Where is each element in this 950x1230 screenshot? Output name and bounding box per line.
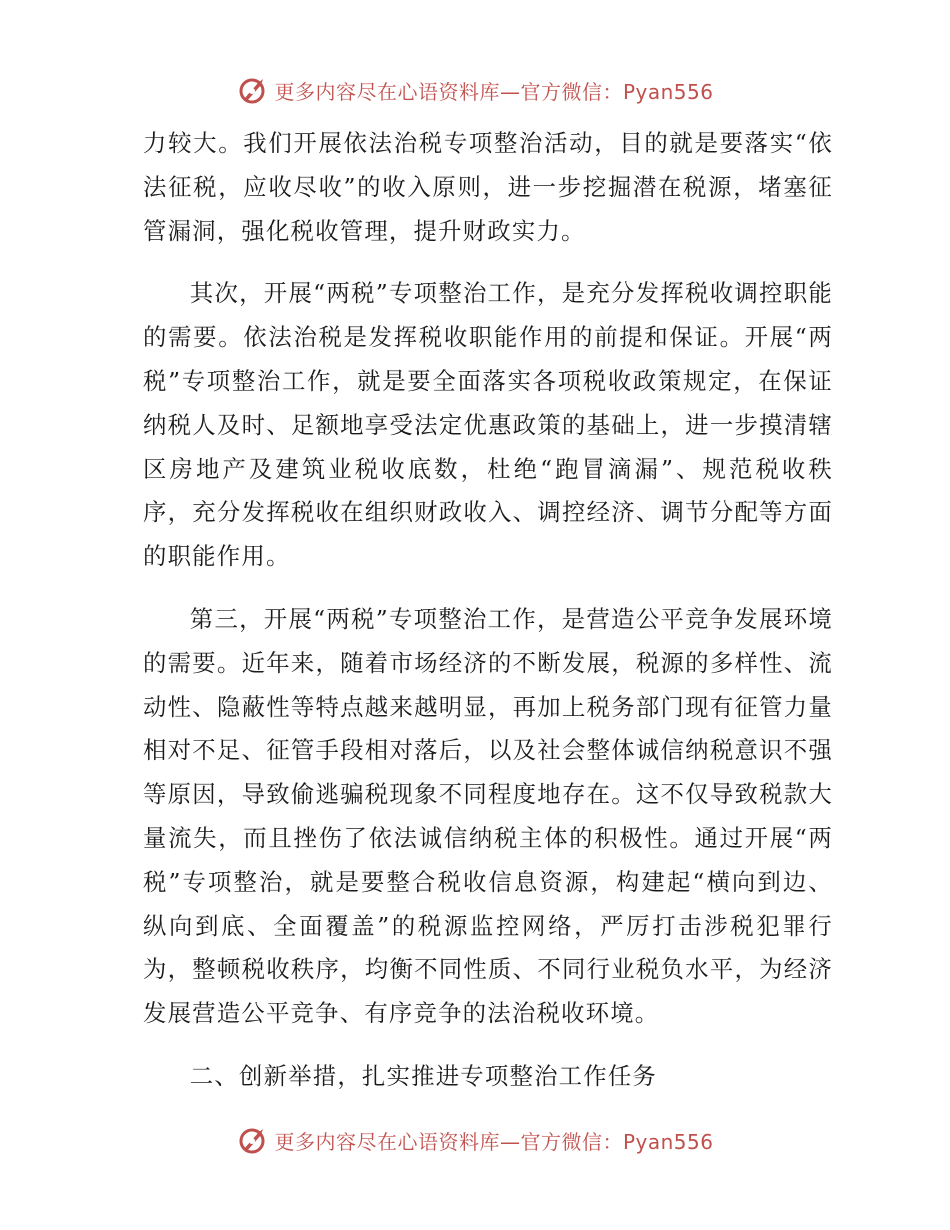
footer-watermark	[0, 1122, 950, 1158]
paragraph-third-point: 第三，开展“两税”专项整治工作，是营造公平竞争发展环境的需要。近年来，随着市场经济的不断发展，税源的多样性、流动性、隐蔽性等特点越来越明显，再加上税务部门现有征管力量相对不足、征管手段相对落后，以及社会整体诚信纳税意识不强等原因，导致偷逃骗税现象不同程度地存在。这不仅导致税款大量流失，而且挫伤了依法诚信纳税主体的积极性。通过开展“两税”专项整治，就是要整合税收信息资源，构建起“横向到边、纵向到底、全面覆盖”的税源监控网络，严厉打击涉税犯罪行为，整顿税收秩序，均衡不同性质、不同行业税负水平，为经济发展营造公平竞争、有序竞争的法治税收环境。	[143, 604, 833, 1028]
watermark-text: 更多内容尽在心语资料库—官方微信：Pyan556	[274, 79, 714, 104]
pen-nib-logo-icon	[236, 1123, 270, 1157]
watermark-text: 更多内容尽在心语资料库—官方微信：Pyan556	[274, 1129, 714, 1154]
paragraph-continued: 力较大。我们开展依法治税专项整治活动，目的就是要落实“依法征税，应收尽收”的收入原则，进一步挖掘潜在税源，堵塞征管漏洞，强化税收管理，提升财政实力。	[143, 129, 833, 245]
header-watermark	[0, 72, 950, 108]
paragraph-second-point: 其次，开展“两税”专项整治工作，是充分发挥税收调控职能的需要。依法治税是发挥税收职能作用的前提和保证。开展“两税”专项整治工作，就是要全面落实各项税收政策规定，在保证纳税人及时、足额地享受法定优惠政策的基础上，进一步摸清辖区房地产及建筑业税收底数，杜绝“跑冒滴漏”、规范税收秩序，充分发挥税收在组织财政收入、调控经济、调节分配等方面的职能作用。	[143, 279, 833, 571]
document-body	[143, 122, 833, 1099]
pen-nib-logo-icon	[236, 73, 270, 107]
section-heading: 二、创新举措，扎实推进专项整治工作任务	[189, 1061, 658, 1090]
